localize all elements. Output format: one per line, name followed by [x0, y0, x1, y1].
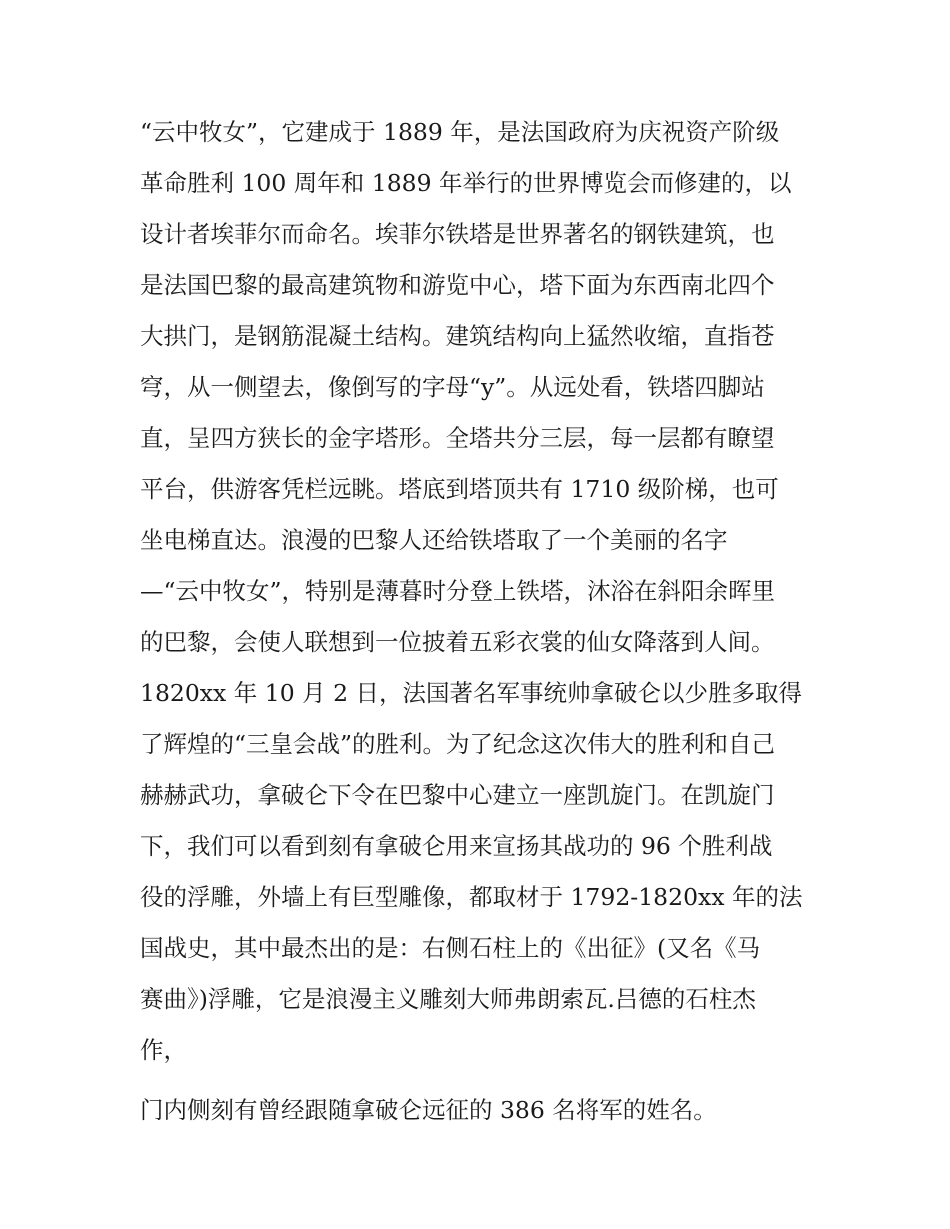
- text-line: 1820xx 年 10 月 2 日，法国著名军事统帅拿破仑以少胜多取得: [140, 679, 803, 707]
- text-line: “云中牧女”，它建成于 1889 年，是法国政府为庆祝资产阶级: [140, 118, 780, 146]
- text-line: 国战史，其中最杰出的是：右侧石柱上的《出征》(又名《马: [140, 934, 761, 962]
- text-line: 赫赫武功，拿破仑下令在巴黎中心建立一座凯旋门。在凯旋门: [140, 781, 775, 809]
- text-line: 直，呈四方狭长的金字塔形。全塔共分三层，每一层都有瞭望: [140, 424, 775, 452]
- text-line: 穹，从一侧望去，像倒写的字母“y”。从远处看，铁塔四脚站: [140, 373, 765, 401]
- text-line: 大拱门，是钢筋混凝土结构。建筑结构向上猛然收缩，直指苍: [140, 322, 775, 350]
- text-line: 了辉煌的“三皇会战”的胜利。为了纪念这次伟大的胜利和自己: [140, 730, 776, 758]
- text-line: 门内侧刻有曾经跟随拿破仑远征的 386 名将军的姓名。: [140, 1096, 717, 1124]
- text-line: 役的浮雕，外墙上有巨型雕像，都取材于 1792-1820xx 年的法: [140, 883, 803, 911]
- text-line: 坐电梯直达。浪漫的巴黎人还给铁塔取了一个美丽的名字: [140, 526, 728, 554]
- text-line: 是法国巴黎的最高建筑物和游览中心，塔下面为东西南北四个: [140, 271, 775, 299]
- text-line: 赛曲》)浮雕，它是浪漫主义雕刻大师弗朗索瓦.吕德的石柱杰: [140, 985, 756, 1013]
- text-line: 下，我们可以看到刻有拿破仑用来宣扬其战功的 96 个胜利战: [140, 832, 773, 860]
- text-line: 设计者埃菲尔而命名。埃菲尔铁塔是世界著名的钢铁建筑，也: [140, 220, 775, 248]
- text-line: 平台，供游客凭栏远眺。塔底到塔顶共有 1710 级阶梯，也可: [140, 475, 779, 503]
- body-text: [140, 107, 820, 1136]
- text-line: 革命胜利 100 周年和 1889 年举行的世界博览会而修建的，以: [140, 169, 792, 197]
- text-line: 作，: [140, 1036, 187, 1064]
- text-line: —“云中牧女”，特别是薄暮时分登上铁塔，沐浴在斜阳余晖里: [140, 577, 776, 605]
- text-line: 的巴黎，会使人联想到一位披着五彩衣裳的仙女降落到人间。: [140, 628, 775, 656]
